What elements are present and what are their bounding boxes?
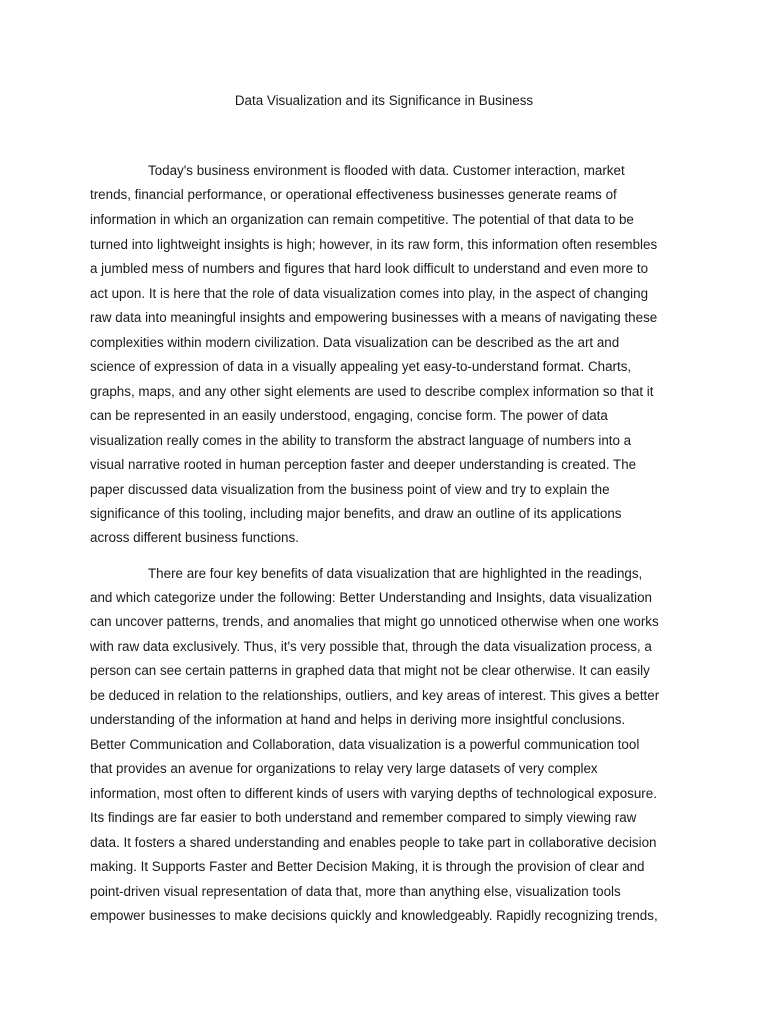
paragraph-2-line-1: There are four key benefits of data visualization that are highlighted in the readings, — [148, 566, 643, 581]
paragraph-2-line-9: that provides an avenue for organizations to relay very large datasets of very complex — [90, 761, 598, 776]
paragraph-1-line-1: Today's business environment is flooded with data. Customer interaction, market — [148, 163, 625, 178]
paragraph-1-line-15: significance of this tooling, including major benefits, and draw an outline of its applications — [90, 506, 622, 521]
document-title: Data Visualization and its Significance in Business — [234, 93, 534, 108]
paragraph-1-line-7: raw data into meaningful insights and empowering businesses with a means of navigating these — [90, 310, 658, 325]
paragraph-2-line-7: understanding of the information at hand and helps in deriving more insightful conclusions. — [90, 712, 626, 727]
paragraph-2-line-2: and which categorize under the following: Better Understanding and Insights, data visualization — [90, 590, 653, 605]
paragraph-2-line-14: point-driven visual representation of data that, more than anything else, visualization tools — [90, 884, 621, 899]
paragraph-2-line-6: be deduced in relation to the relationships, outliers, and key areas of interest. This gives a better — [90, 688, 660, 703]
paragraph-1-line-16: across different business functions. — [90, 530, 299, 545]
paragraph-1-line-11: can be represented in an easily understood, engaging, concise form. The power of data — [90, 408, 608, 423]
paragraph-1-line-8: complexities within modern civilization. Data visualization can be described as the art and — [90, 335, 620, 350]
paragraph-2-line-12: data. It fosters a shared understanding and enables people to take part in collaborative decision — [90, 835, 657, 850]
paragraph-2-line-4: with raw data exclusively. Thus, it's very possible that, through the data visualization process, a — [90, 639, 652, 654]
paragraph-1-line-10: graphs, maps, and any other sight elements are used to describe complex information so that it — [90, 384, 654, 399]
paragraph-1-line-9: science of expression of data in a visually appealing yet easy-to-understand format. Charts, — [90, 359, 632, 374]
paragraph-2-line-5: person can see certain patterns in graphed data that might not be clear otherwise. It can easily — [90, 663, 650, 678]
paragraph-2-line-11: Its findings are far easier to both understand and remember compared to simply viewing raw — [90, 810, 637, 825]
paragraph-2-line-10: information, most often to different kinds of users with varying depths of technological exposure. — [90, 786, 657, 801]
paragraph-1-line-6: act upon. It is here that the role of data visualization comes into play, in the aspect of changing — [90, 286, 649, 301]
paragraph-1-line-2: trends, financial performance, or operational effectiveness businesses generate reams of — [90, 187, 617, 202]
paragraph-2-line-15: empower businesses to make decisions quickly and knowledgeably. Rapidly recognizing trends, — [90, 908, 658, 923]
paragraph-2-line-8: Better Communication and Collaboration, data visualization is a powerful communication tool — [90, 737, 640, 752]
paragraph-1-line-13: visual narrative rooted in human perception faster and deeper understanding is created. The — [90, 457, 637, 472]
paragraph-2-line-13: making. It Supports Faster and Better Decision Making, it is through the provision of clear and — [90, 859, 645, 874]
paragraph-1-line-14: paper discussed data visualization from the business point of view and try to explain the — [90, 482, 610, 497]
paragraph-1-line-3: information in which an organization can remain competitive. The potential of that data to be — [90, 212, 634, 227]
paragraph-1-line-4: turned into lightweight insights is high; however, in its raw form, this information often resembles — [90, 237, 658, 252]
paragraph-2-line-3: can uncover patterns, trends, and anomalies that might go unnoticed otherwise when one works — [90, 614, 659, 629]
paragraph-1-line-5: a jumbled mess of numbers and figures that hard look difficult to understand and even more to — [90, 261, 649, 276]
paragraph-1-line-12: visualization really comes in the ability to transform the abstract language of numbers into a — [90, 433, 632, 448]
